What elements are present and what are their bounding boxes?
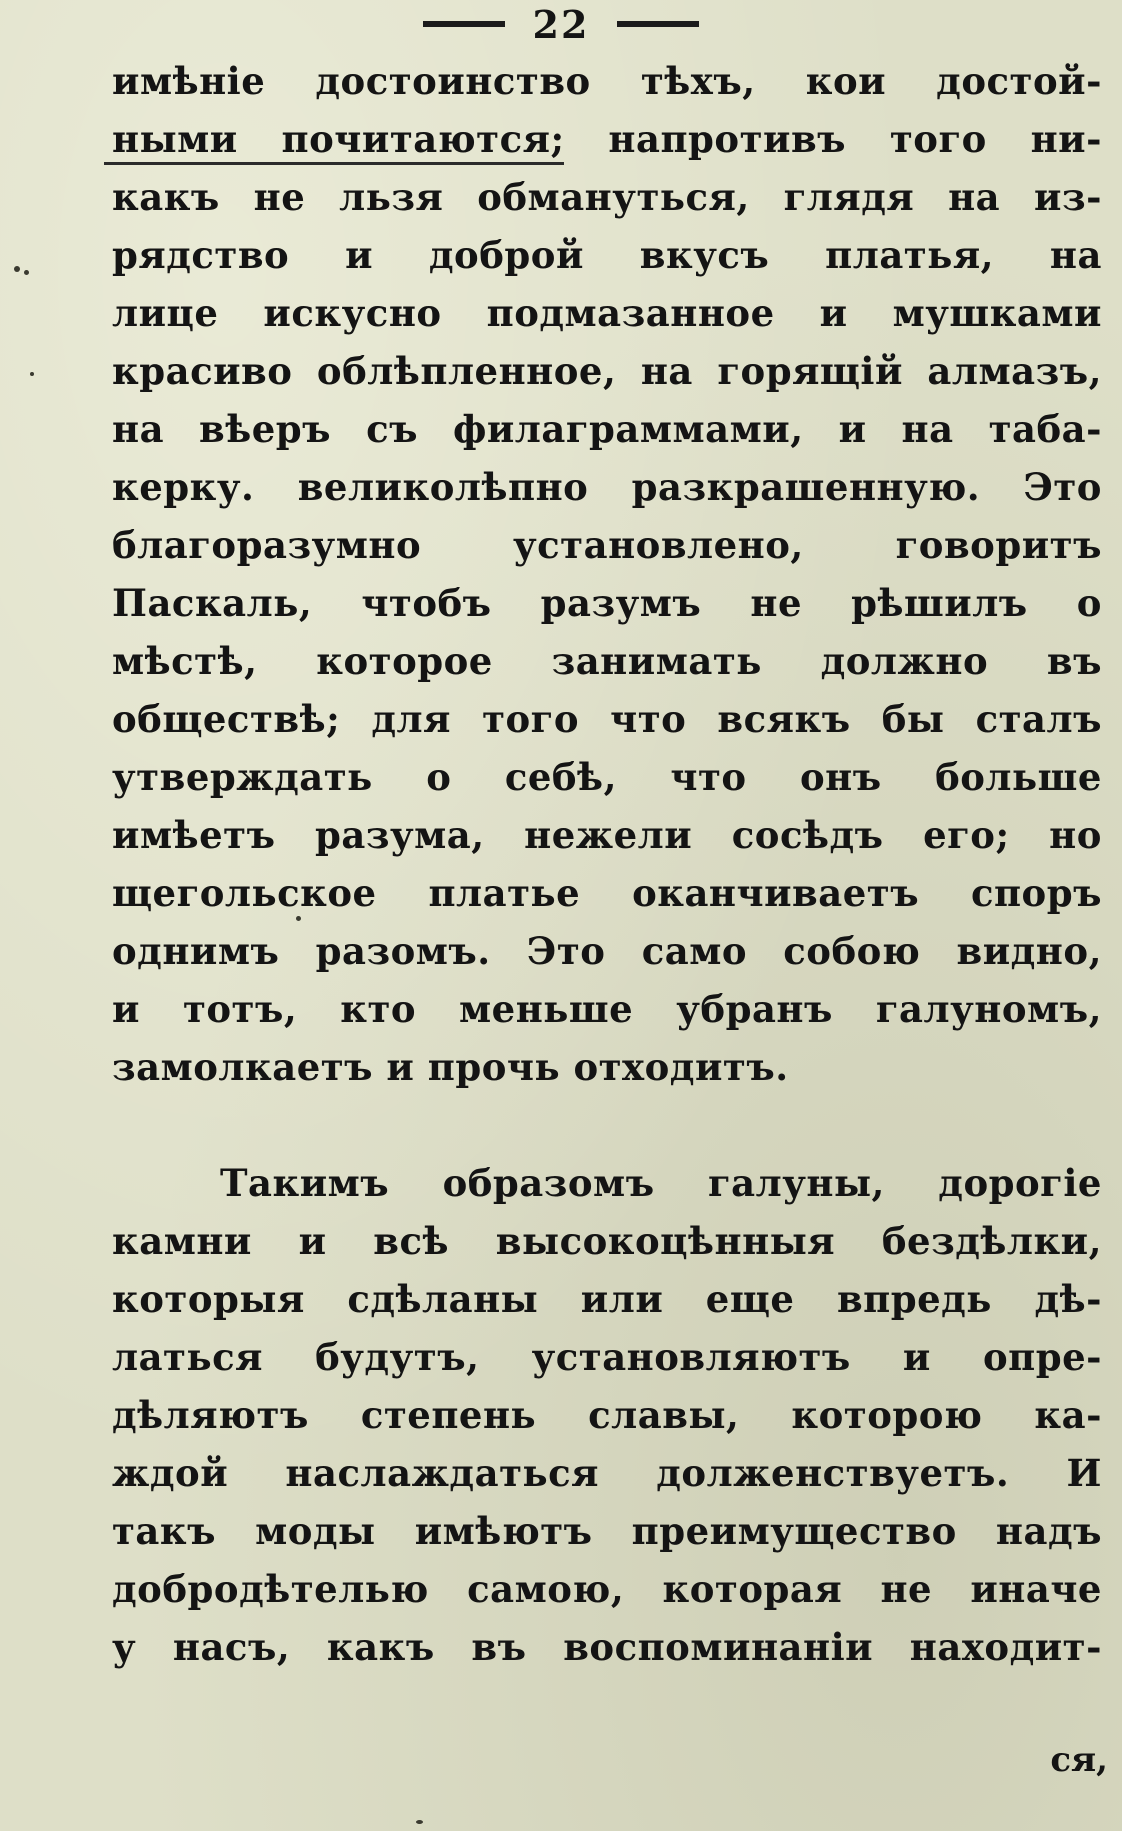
text-line: на вѣеръ съ филаграммами, и на таба- <box>112 407 1102 451</box>
header-rule-left <box>423 21 505 27</box>
text-line: которыя сдѣланы или еще впредь дѣ- <box>112 1277 1102 1321</box>
text-line: камни и всѣ высокоцѣнныя бездѣлки, <box>112 1219 1102 1263</box>
body-text <box>112 52 1102 1676</box>
paragraph-end-line: замолкаетъ и прочь отходитъ. <box>112 1045 789 1089</box>
text-line: керку. великолѣпно разкрашенную. Это <box>112 465 1102 509</box>
text-line: латься будутъ, установляютъ и опре- <box>112 1335 1102 1379</box>
text-line: ными почитаются; напротивъ того ни- <box>112 117 1102 161</box>
text-line: щегольское платье оканчиваетъ споръ <box>112 871 1102 915</box>
text-line: ждой наслаждаться долженствуетъ. И <box>112 1451 1102 1495</box>
text-line: такъ моды имѣютъ преимущество надъ <box>112 1509 1102 1553</box>
paragraph-gap <box>112 1096 1102 1154</box>
ink-speck <box>24 270 29 275</box>
page-header <box>0 2 1122 46</box>
paragraph-start-line: Такимъ образомъ галуны, дорогіе <box>220 1161 1102 1205</box>
text-line: добродѣтелью самою, которая не иначе <box>112 1567 1102 1611</box>
header-rule-right <box>617 21 699 27</box>
text-line: у насъ, какъ въ воспоминаніи находит- <box>112 1625 1102 1669</box>
text-line: благоразумно установлено, говоритъ <box>112 523 1102 567</box>
text-line: какъ не льзя обмануться, глядя на из- <box>112 175 1102 219</box>
text-line: утверждать о себѣ, что онъ больше <box>112 755 1102 799</box>
page-number: 22 <box>532 1 590 47</box>
text-line: дѣляютъ степень славы, которою ка- <box>112 1393 1102 1437</box>
text-line: рядство и доброй вкусъ платья, на <box>112 233 1102 277</box>
text-line: лице искусно подмазанное и мушками <box>112 291 1102 335</box>
ink-speck <box>416 1820 423 1824</box>
text-line: имѣетъ разума, нежели сосѣдъ его; но <box>112 813 1102 857</box>
text-line: имѣніе достоинство тѣхъ, кои достой- <box>112 59 1102 103</box>
text-line: мѣстѣ, которое занимать должно въ <box>112 639 1102 683</box>
text-line: Паскаль, чтобъ разумъ не рѣшилъ о <box>112 581 1102 625</box>
ink-speck <box>30 372 34 376</box>
text-line: красиво облѣпленное, на горящій алмазъ, <box>112 349 1102 393</box>
text-line: обществѣ; для того что всякъ бы сталъ <box>112 697 1102 741</box>
text-line: однимъ разомъ. Это само собою видно, <box>112 929 1102 973</box>
catchword: ся, <box>1050 1740 1108 1780</box>
ink-speck <box>296 916 301 921</box>
text-line: и тотъ, кто меньше убранъ галуномъ, <box>112 987 1102 1031</box>
ink-speck <box>14 266 20 272</box>
